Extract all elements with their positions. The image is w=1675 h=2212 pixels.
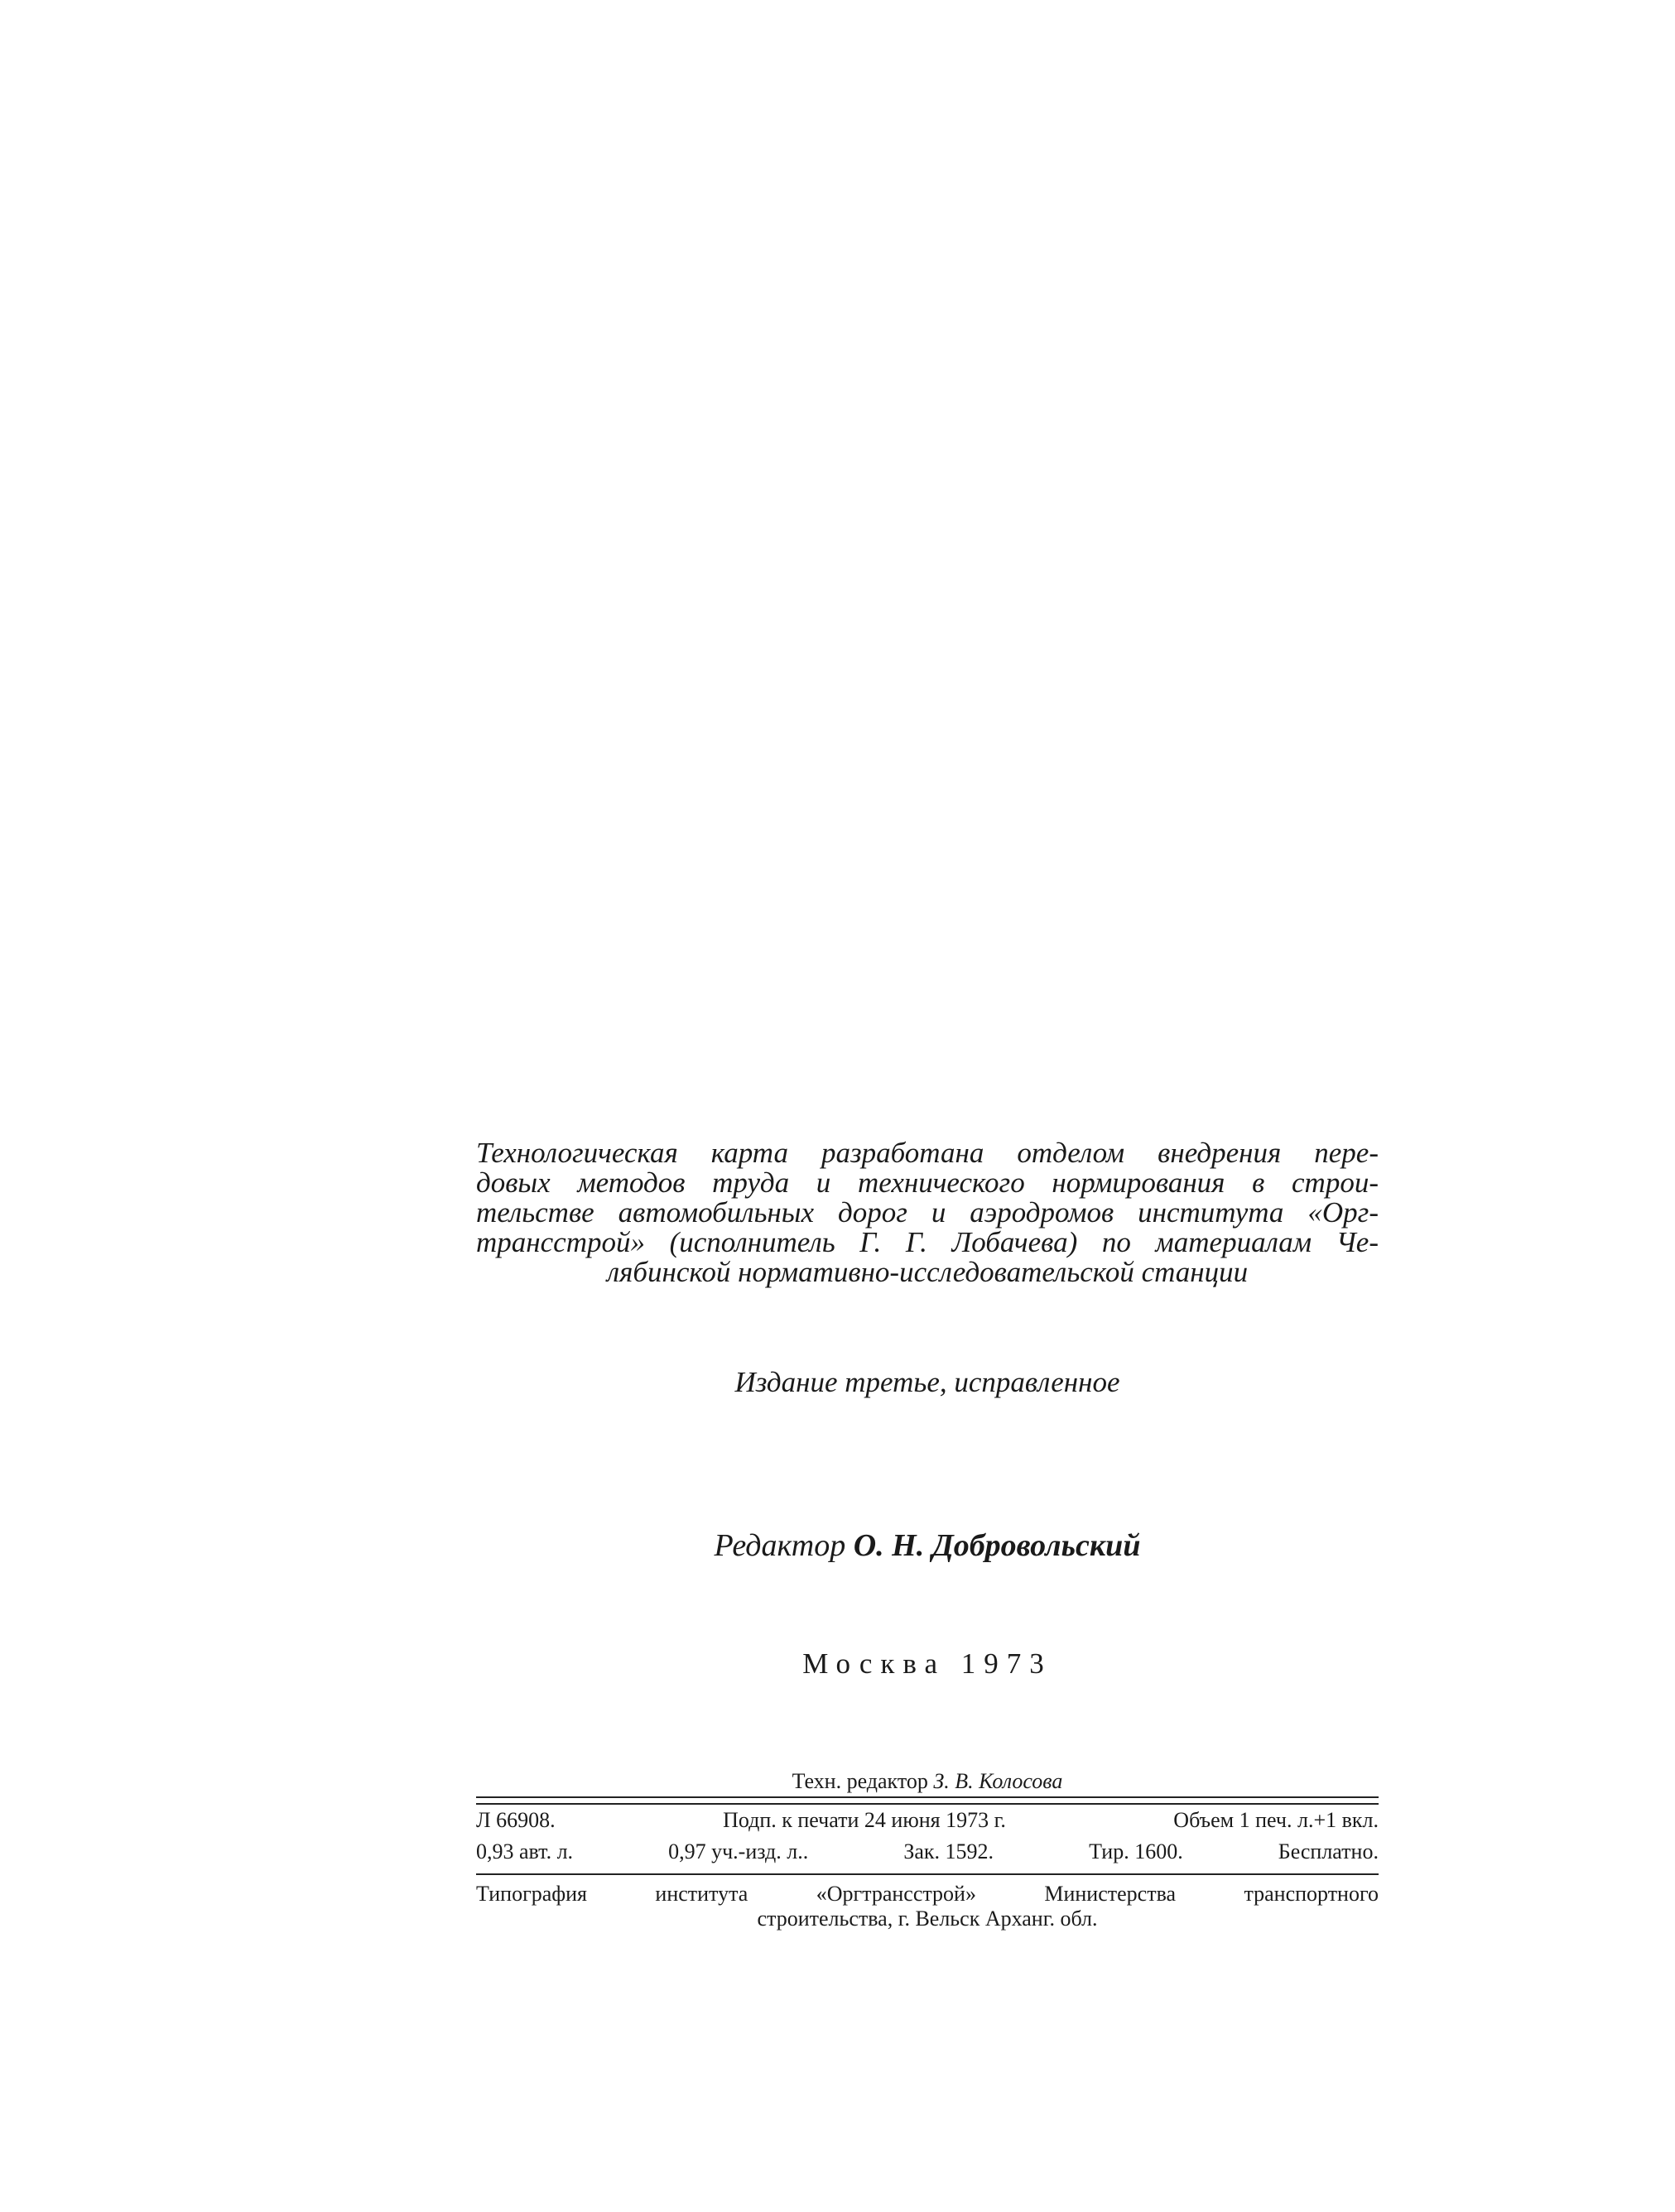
imprint-bottom-rule <box>476 1873 1379 1875</box>
printer-line: Типография института «Оргтрансстрой» Министерства транспортного <box>476 1882 1379 1906</box>
imprint-field: Бесплатно. <box>1278 1839 1379 1863</box>
editor-credit <box>476 1527 1379 1564</box>
printer-line: строительства, г. Вельск Арханг. обл. <box>757 1907 1098 1931</box>
intro-line: довых методов труда и технического нормирования в строи- <box>476 1166 1379 1199</box>
imprint-field: Тир. 1600. <box>1089 1839 1183 1863</box>
imprint-row-2 <box>476 1839 1379 1864</box>
imprint-field: Объем 1 печ. л.+1 вкл. <box>1173 1808 1379 1832</box>
tech-editor-name: З. В. Колосова <box>933 1769 1063 1793</box>
imprint-top-rule <box>476 1796 1379 1805</box>
imprint-field: Л 66908. <box>476 1808 556 1832</box>
tech-editor-credit <box>476 1769 1379 1794</box>
imprint-row-1 <box>476 1808 1379 1833</box>
imprint-field: Подп. к печати 24 июня 1973 г. <box>723 1808 1006 1832</box>
printer-info <box>476 1882 1379 1931</box>
imprint-field: 0,93 авт. л. <box>476 1839 574 1863</box>
intro-line: Технологическая карта разработана отделом внедрения пере- <box>476 1137 1379 1169</box>
edition-note: Издание третье, исправленное <box>734 1366 1120 1398</box>
intro-line: лябинской нормативно-исследовательской станции <box>606 1256 1249 1288</box>
imprint-field: Зак. 1592. <box>903 1839 994 1863</box>
city-year: Москва 1973 <box>802 1647 1052 1680</box>
intro-line: тельстве автомобильных дорог и аэродромов института «Орг- <box>476 1196 1379 1229</box>
tech-editor-role: Техн. редактор <box>792 1769 928 1793</box>
intro-line: трансстрой» (исполнитель Г. Г. Лобачева) по материалам Че- <box>476 1226 1379 1258</box>
imprint-field: 0,97 уч.-изд. л.. <box>668 1839 809 1863</box>
editor-name: О. Н. Добровольский <box>853 1528 1141 1563</box>
intro-paragraph <box>476 1138 1379 1287</box>
editor-role: Редактор <box>714 1528 846 1563</box>
